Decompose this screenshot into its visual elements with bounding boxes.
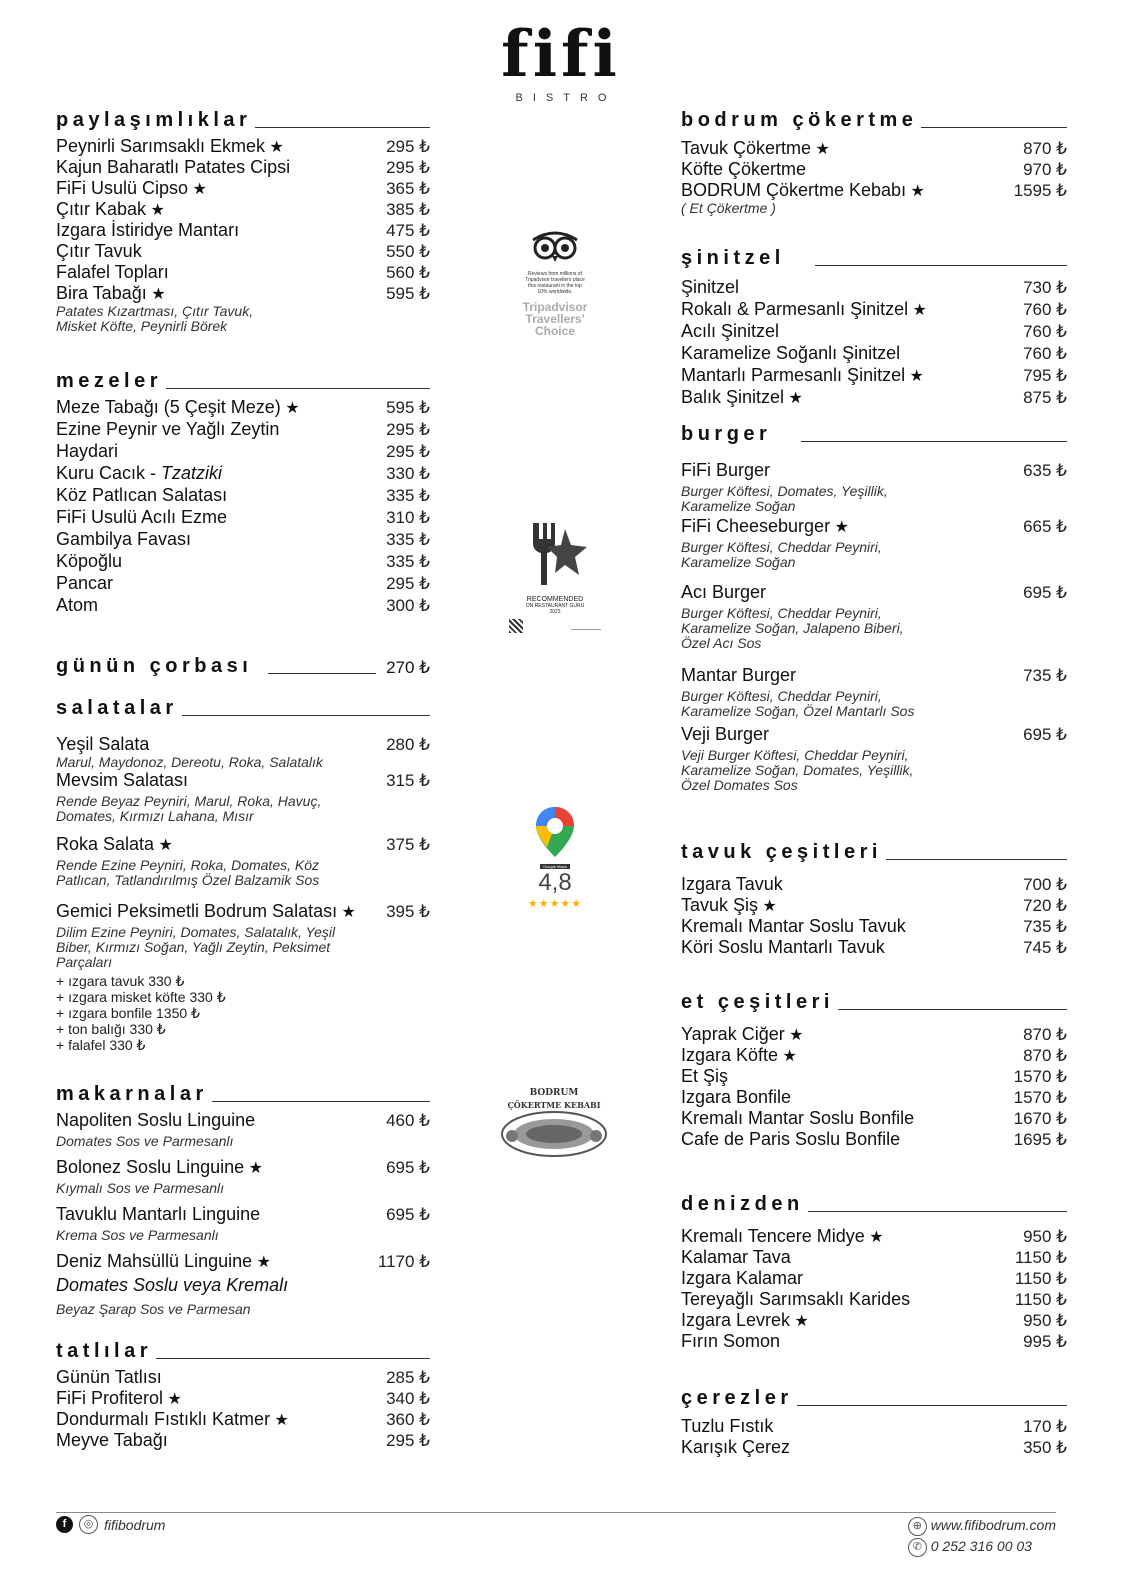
section-title: makarnalar — [56, 1083, 208, 1105]
item-description: ( Et Çökertme ) — [681, 200, 776, 216]
section-title: günün çorbası — [56, 655, 253, 677]
item-description: Burger Köftesi, Cheddar Peyniri, — [681, 605, 882, 621]
brand-subtitle: BISTRO — [515, 92, 617, 104]
section-title: bodrum çökertme — [681, 109, 918, 131]
section-denizden — [681, 1190, 1067, 1352]
menu-item: Fırın Somon 995 ₺ — [681, 1331, 1067, 1351]
phone-number[interactable]: 0 252 316 00 03 — [930, 1537, 1032, 1554]
item-description: Rende Ezine Peyniri, Roka, Domates, Köz — [56, 857, 320, 873]
section-burger — [681, 420, 1067, 793]
menu-item: Deniz Mahsüllü Linguine ★ 1170 ₺ — [56, 1251, 430, 1271]
menu-item: Kremalı Mantar Soslu Bonfile 1670 ₺ — [681, 1108, 1067, 1128]
menu-item: Peynirli Sarımsaklı Ekmek ★ 295 ₺ — [56, 136, 430, 156]
item-description: Dilim Ezine Peyniri, Domates, Salatalık, Yeşil — [56, 924, 336, 940]
footer-rule — [56, 1512, 1056, 1513]
menu-item: Mantar Burger 735 ₺ — [681, 665, 1067, 685]
menu-item: Izgara Bonfile 1570 ₺ — [681, 1087, 1067, 1107]
menu-item: Ezine Peynir ve Yağlı Zeytin 295 ₺ — [56, 419, 430, 439]
rating-value: 4,8 — [538, 869, 572, 896]
cokertme-kebab-seal: BODRUM ÇÖKERTME KEBABI — [498, 1088, 610, 1173]
tripadvisor-badge: Reviews from millions of Tripadvisor travellers place this restaurant in the top 10% worldwide. Tripadvisor Travellers' Choice — [500, 226, 610, 337]
star-icon: ★ — [762, 898, 777, 915]
star-icon: ★ — [794, 1313, 809, 1330]
menu-item: Pancar 295 ₺ — [56, 573, 430, 593]
menu-item: Kremalı Tencere Midye ★ 950 ₺ — [681, 1226, 1067, 1246]
section-title: şinitzel — [681, 247, 785, 269]
footer-contact — [908, 1515, 1056, 1557]
menu-item: Gemici Peksimetli Bodrum Salatası ★ 395 ₺ — [56, 901, 430, 921]
section-rule — [182, 715, 430, 716]
star-icon: ★ — [285, 400, 300, 417]
map-pin-icon — [534, 805, 576, 859]
star-icon: ★ — [192, 181, 207, 198]
social-handle[interactable]: fifibodrum — [104, 1516, 166, 1533]
globe-icon: ⊕ — [908, 1517, 927, 1536]
section-rule — [166, 388, 430, 389]
section-title: et çeşitleri — [681, 991, 834, 1013]
menu-item: Dondurmalı Fıstıklı Katmer ★ 360 ₺ — [56, 1409, 430, 1429]
menu-item: Kalamar Tava 1150 ₺ — [681, 1247, 1067, 1267]
menu-item: Günün Tatlısı 285 ₺ — [56, 1367, 430, 1387]
menu-item: Et Şiş 1570 ₺ — [681, 1066, 1067, 1086]
menu-item: Köpoğlu 335 ₺ — [56, 551, 430, 571]
star-icon: ★ — [909, 368, 924, 385]
section-rule — [268, 673, 376, 674]
menu-item: FiFi Burger 635 ₺ — [681, 460, 1067, 480]
item-description: Domates, Kırmızı Lahana, Mısır — [56, 808, 254, 824]
section-rule — [886, 859, 1067, 860]
section-cokertme — [681, 106, 1067, 216]
menu-item: Karamelize Soğanlı Şinitzel 760 ₺ — [681, 343, 1067, 363]
brand-name: fifi — [501, 17, 621, 92]
item-description: Burger Köftesi, Domates, Yeşillik, — [681, 483, 888, 499]
item-description: Özel Acı Sos — [681, 635, 762, 651]
item-description: Biber, Kırmızı Soğan, Yağlı Zeytin, Peksimet — [56, 939, 331, 955]
menu-item: Izgara Tavuk 700 ₺ — [681, 874, 1067, 894]
menu-item: Yaprak Ciğer ★ 870 ₺ — [681, 1024, 1067, 1044]
menu-item: Köri Soslu Mantarlı Tavuk 745 ₺ — [681, 937, 1067, 957]
section-sinitzel — [681, 244, 1067, 409]
star-icon: ★ — [788, 390, 803, 407]
owl-icon — [527, 226, 583, 264]
menu-item: Cafe de Paris Soslu Bonfile 1695 ₺ — [681, 1129, 1067, 1149]
menu-item: Rokalı & Parmesanlı Şinitzel ★ 760 ₺ — [681, 299, 1067, 319]
section-paylasimliklar — [56, 106, 430, 334]
menu-item: Izgara Levrek ★ 950 ₺ — [681, 1310, 1067, 1330]
menu-item: Tavuk Şiş ★ 720 ₺ — [681, 895, 1067, 915]
menu-item: Tavuk Çökertme ★ 870 ₺ — [681, 138, 1067, 158]
menu-item: Mevsim Salatası 315 ₺ — [56, 770, 430, 790]
section-title: tavuk çeşitleri — [681, 841, 882, 863]
menu-item: Falafel Topları 560 ₺ — [56, 262, 430, 282]
section-rule — [808, 1211, 1067, 1212]
menu-item: Mantarlı Parmesanlı Şinitzel ★ 795 ₺ — [681, 365, 1067, 385]
menu-item: Haydari 295 ₺ — [56, 441, 430, 461]
item-subtitle: Domates Soslu veya Kremalı — [56, 1275, 289, 1295]
item-description: Beyaz Şarap Sos ve Parmesan — [56, 1301, 251, 1317]
menu-item: Meze Tabağı (5 Çeşit Meze) ★ 595 ₺ — [56, 397, 430, 417]
brand-logo — [0, 17, 1122, 104]
section-salatalar — [56, 694, 430, 1053]
salad-extra: + ton balığı 330 ₺ — [56, 1021, 166, 1037]
menu-item: Köfte Çökertme 970 ₺ — [681, 159, 1067, 179]
menu-item: Izgara İstiridye Mantarı 475 ₺ — [56, 220, 430, 240]
item-description: Kıymalı Sos ve Parmesanlı — [56, 1180, 225, 1196]
menu-item: Izgara Kalamar 1150 ₺ — [681, 1268, 1067, 1288]
menu-item: Kuru Cacık - Tzatziki 330 ₺ — [56, 463, 430, 483]
menu-item: Gambilya Favası 335 ₺ — [56, 529, 430, 549]
item-description: Burger Köftesi, Cheddar Peyniri, — [681, 539, 882, 555]
section-makarnalar — [56, 1080, 430, 1317]
section-rule — [921, 127, 1067, 128]
item-description: Veji Burger Köftesi, Cheddar Peyniri, — [681, 747, 909, 763]
section-rule — [815, 265, 1067, 266]
star-icon: ★ — [912, 302, 927, 319]
fork-star-icon — [519, 517, 591, 589]
star-icon: ★ — [269, 139, 284, 156]
menu-item: Napoliten Soslu Linguine 460 ₺ — [56, 1110, 430, 1130]
item-description: Karamelize Soğan, Özel Mantarlı Sos — [681, 703, 915, 719]
menu-item: Şinitzel 730 ₺ — [681, 277, 1067, 297]
star-icon: ★ — [151, 286, 166, 303]
section-rule — [156, 1358, 430, 1359]
section-tatlilar — [56, 1337, 430, 1451]
item-description: Krema Sos ve Parmesanlı — [56, 1227, 219, 1243]
section-title: burger — [681, 423, 772, 445]
section-rule — [797, 1405, 1067, 1406]
star-icon: ★ — [815, 141, 830, 158]
menu-item: Atom 300 ₺ — [56, 595, 430, 615]
menu-item: Acılı Şinitzel 760 ₺ — [681, 321, 1067, 341]
item-description: Karamelize Soğan, Jalapeno Biberi, — [681, 620, 904, 636]
section-title: denizden — [681, 1193, 804, 1215]
menu-item: Karışık Çerez 350 ₺ — [681, 1437, 1067, 1457]
section-title: tatlılar — [56, 1340, 153, 1362]
menu-item: Çıtır Kabak ★ 385 ₺ — [56, 199, 430, 219]
qr-code-icon — [509, 619, 523, 633]
restaurant-guru-badge: RECOMMENDED ON RESTAURANT GURU 2023 — [500, 517, 610, 633]
menu-item: Meyve Tabağı 295 ₺ — [56, 1430, 430, 1450]
item-description: Marul, Maydonoz, Dereotu, Roka, Salatalık — [56, 754, 323, 770]
menu-item: FiFi Usulü Acılı Ezme 310 ₺ — [56, 507, 430, 527]
item-description: Karamelize Soğan, Domates, Yeşillik, — [681, 762, 914, 778]
menu-item: FiFi Cheeseburger ★ 665 ₺ — [681, 516, 1067, 536]
menu-item: Tereyağlı Sarımsaklı Karides 1150 ₺ — [681, 1289, 1067, 1309]
menu-item: Bira Tabağı ★ 595 ₺ — [56, 283, 430, 303]
salad-extra: + falafel 330 ₺ — [56, 1037, 146, 1053]
star-icon: ★ — [167, 1391, 182, 1408]
item-description: Domates Sos ve Parmesanlı — [56, 1133, 234, 1149]
facebook-icon[interactable]: f — [56, 1516, 73, 1533]
menu-item: Kajun Baharatlı Patates Cipsi 295 ₺ — [56, 157, 430, 177]
section-mezeler — [56, 367, 430, 617]
menu-item: Bolonez Soslu Linguine ★ 695 ₺ — [56, 1157, 430, 1177]
item-description: Karamelize Soğan — [681, 554, 796, 570]
menu-item: Veji Burger 695 ₺ — [681, 724, 1067, 744]
menu-item: Izgara Köfte ★ 870 ₺ — [681, 1045, 1067, 1065]
menu-item: Kremalı Mantar Soslu Tavuk 735 ₺ — [681, 916, 1067, 936]
phone-icon: ✆ — [908, 1538, 927, 1557]
menu-item: FiFi Usulü Cipso ★ 365 ₺ — [56, 178, 430, 198]
section-rule — [838, 1009, 1067, 1010]
section-title: mezeler — [56, 370, 162, 392]
star-icon: ★ — [341, 904, 356, 921]
star-icon: ★ — [782, 1048, 797, 1065]
section-title: paylaşımlıklar — [56, 109, 252, 131]
section-et — [681, 988, 1067, 1150]
item-description: Parçaları — [56, 954, 113, 970]
section-tavuk — [681, 838, 1067, 958]
section-title: çerezler — [681, 1387, 793, 1409]
menu-item: Yeşil Salata 280 ₺ — [56, 734, 430, 754]
google-maps-badge: Google Maps 4,8 ★★★★★ — [510, 805, 600, 910]
rating-stars: ★★★★★ — [527, 898, 583, 910]
star-icon: ★ — [834, 519, 849, 536]
item-description: Patlıcan, Tatlandırılmış Özel Balzamik Sos — [56, 872, 320, 888]
star-icon: ★ — [256, 1254, 271, 1271]
menu-item: Tavuklu Mantarlı Linguine 695 ₺ — [56, 1204, 430, 1224]
website-link[interactable]: www.fifibodrum.com — [930, 1517, 1056, 1533]
section-rule — [801, 441, 1067, 442]
menu-item: Çıtır Tavuk 550 ₺ — [56, 241, 430, 261]
star-icon: ★ — [158, 837, 173, 854]
soup-price: 270 ₺ — [386, 658, 430, 677]
star-icon: ★ — [248, 1160, 263, 1177]
section-rule — [255, 127, 430, 128]
star-icon: ★ — [789, 1027, 804, 1044]
salad-extra: + ızgara tavuk 330 ₺ — [56, 973, 185, 989]
menu-item: Roka Salata ★ 375 ₺ — [56, 834, 430, 854]
section-cerezler — [681, 1384, 1067, 1458]
item-description: Patates Kızartması, Çıtır Tavuk, — [56, 303, 254, 319]
instagram-icon[interactable]: ◎ — [79, 1515, 98, 1534]
section-rule — [212, 1101, 430, 1102]
item-description: Rende Beyaz Peyniri, Marul, Roka, Havuç, — [56, 793, 322, 809]
star-icon: ★ — [274, 1412, 289, 1429]
menu-item: FiFi Profiterol ★ 340 ₺ — [56, 1388, 430, 1408]
item-description: Karamelize Soğan — [681, 498, 796, 514]
section-corba — [56, 652, 430, 678]
menu-item: Acı Burger 695 ₺ — [681, 582, 1067, 602]
signature-line — [571, 619, 601, 630]
salad-extra: + ızgara misket köfte 330 ₺ — [56, 989, 226, 1005]
item-description: Misket Köfte, Peynirli Börek — [56, 318, 228, 334]
section-title: salatalar — [56, 697, 178, 719]
star-icon: ★ — [869, 1229, 884, 1246]
menu-item: Balık Şinitzel ★ 875 ₺ — [681, 387, 1067, 407]
star-icon: ★ — [150, 202, 165, 219]
footer-social — [56, 1515, 165, 1534]
star-icon: ★ — [910, 183, 925, 200]
item-description: Burger Köftesi, Cheddar Peyniri, — [681, 688, 882, 704]
salad-extra: + ızgara bonfile 1350 ₺ — [56, 1005, 200, 1021]
menu-item: BODRUM Çökertme Kebabı ★ 1595 ₺ — [681, 180, 1067, 200]
menu-item: Tuzlu Fıstık 170 ₺ — [681, 1416, 1067, 1436]
menu-item: Köz Patlıcan Salatası 335 ₺ — [56, 485, 430, 505]
item-description: Özel Domates Sos — [681, 777, 798, 793]
